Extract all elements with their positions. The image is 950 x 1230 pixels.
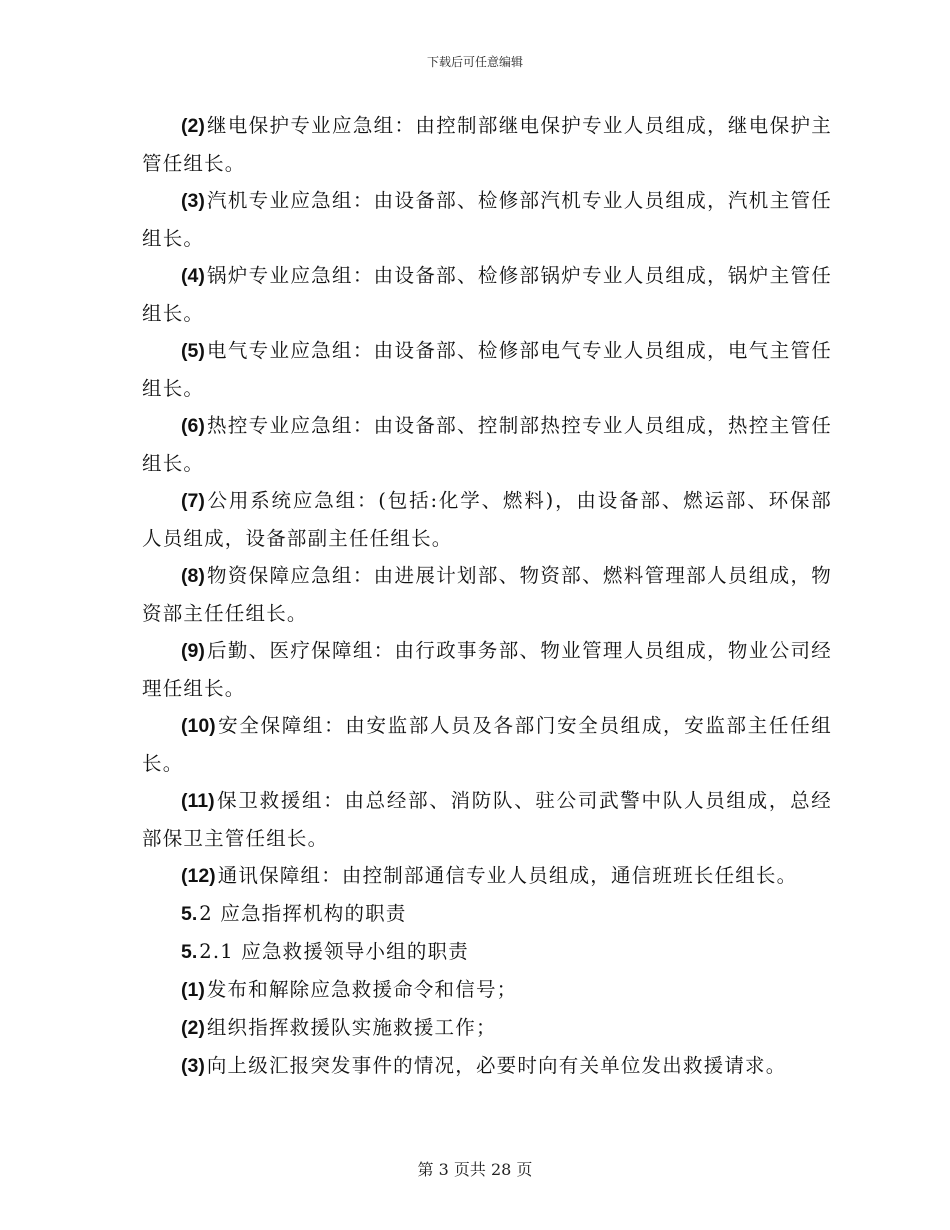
- paragraph-material-support: [142, 557, 832, 632]
- paragraph-communication: [142, 857, 832, 895]
- item-number: (6): [181, 415, 205, 437]
- item-number: (10): [181, 715, 216, 737]
- section-heading-text: 2.1 应急救援领导小组的职责: [199, 940, 469, 963]
- paragraph-logistics-medical: [142, 632, 832, 707]
- duty-item: [142, 1047, 832, 1085]
- paragraph-text: 电气专业应急组：由设备部、检修部电气专业人员组成，电气主管任组长。: [142, 339, 832, 400]
- item-number: (7): [181, 490, 205, 512]
- paragraph-public-system: [142, 482, 832, 557]
- paragraph-relay-protection: [142, 107, 832, 182]
- paragraph-text: 公用系统应急组：(包括:化学、燃料)，由设备部、燃运部、环保部人员组成，设备部副主任任组长。: [142, 489, 832, 550]
- paragraph-text: 物资保障应急组：由进展计划部、物资部、燃料管理部人员组成，物资部主任任组长。: [142, 564, 832, 625]
- paragraph-text: 向上级汇报突发事件的情况，必要时向有关单位发出救援请求。: [206, 1054, 787, 1077]
- duty-item: [142, 1009, 832, 1047]
- page-footer: 第 3 页共 28 页: [417, 1160, 533, 1179]
- paragraph-text: 继电保护专业应急组：由控制部继电保护专业人员组成，继电保护主管任组长。: [142, 114, 832, 175]
- duty-item: [142, 971, 832, 1009]
- paragraph-text: 后勤、医疗保障组：由行政事务部、物业管理人员组成，物业公司经理任组长。: [142, 639, 832, 700]
- document-body: [142, 107, 832, 1085]
- paragraph-text: 通讯保障组：由控制部通信专业人员组成，通信班班长任组长。: [217, 864, 798, 887]
- item-number: (3): [181, 190, 205, 212]
- item-number: (4): [181, 265, 205, 287]
- section-number: 5.: [181, 903, 198, 925]
- paragraph-text: 组织指挥救援队实施救援工作；: [206, 1016, 497, 1039]
- section-heading-5-2: [142, 895, 832, 933]
- item-number: (3): [181, 1055, 205, 1077]
- paragraph-turbine: [142, 182, 832, 257]
- paragraph-text: 汽机专业应急组：由设备部、检修部汽机专业人员组成，汽机主管任组长。: [142, 189, 832, 250]
- item-number: (11): [181, 790, 215, 812]
- section-heading-5-2-1: [142, 933, 832, 971]
- item-number: (12): [181, 865, 216, 887]
- item-number: (1): [181, 979, 205, 1001]
- paragraph-text: 安全保障组：由安监部人员及各部门安全员组成，安监部主任任组长。: [142, 714, 832, 775]
- paragraph-boiler: [142, 257, 832, 332]
- paragraph-thermal-control: [142, 407, 832, 482]
- paragraph-safety-support: [142, 707, 832, 782]
- paragraph-text: 热控专业应急组：由设备部、控制部热控专业人员组成，热控主管任组长。: [142, 414, 832, 475]
- item-number: (2): [181, 115, 205, 137]
- paragraph-text: 发布和解除应急救援命令和信号；: [206, 978, 518, 1001]
- paragraph-electrical: [142, 332, 832, 407]
- item-number: (8): [181, 565, 205, 587]
- item-number: (2): [181, 1017, 205, 1039]
- paragraph-security-rescue: [142, 782, 832, 857]
- section-number: 5.: [181, 941, 198, 963]
- paragraph-text: 锅炉专业应急组：由设备部、检修部锅炉专业人员组成，锅炉主管任组长。: [142, 264, 832, 325]
- section-heading-text: 2 应急指挥机构的职责: [199, 902, 407, 925]
- page-header: 下载后可任意编辑: [426, 55, 523, 69]
- paragraph-text: 保卫救援组：由总经部、消防队、驻公司武警中队人员组成，总经部保卫主管任组长。: [142, 789, 832, 850]
- item-number: (5): [181, 340, 205, 362]
- item-number: (9): [181, 640, 205, 662]
